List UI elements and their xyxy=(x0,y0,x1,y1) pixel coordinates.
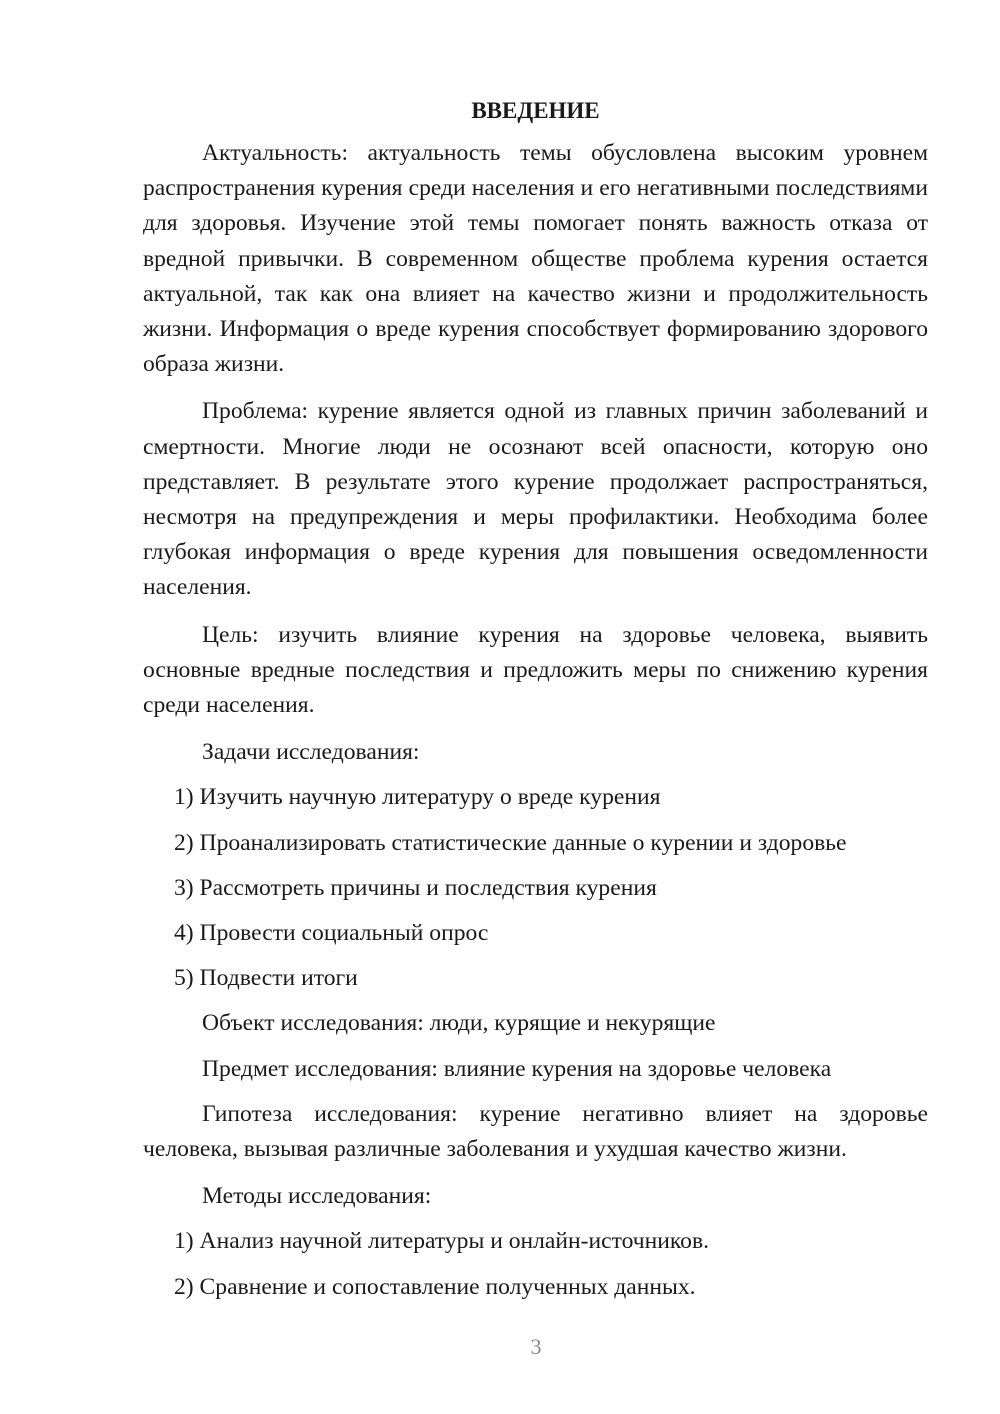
method-item-2: 2) Сравнение и сопоставление полученных данных. xyxy=(174,1273,696,1300)
methods-heading: Методы исследования: xyxy=(202,1183,432,1210)
task-item-1: 1) Изучить научную литературу о вреде курения xyxy=(174,784,661,811)
problem-paragraph: Проблема: курение является одной из главных причин заболеваний и смертности. Многие люди не осознают всей опасности, которую оно представляет. В результате этого курение продолжает распространяться, несмотря на предупреждения и меры профилактики. Необходима более глубокая информация о вреде курения для повышения осведомленности населения. xyxy=(143,398,928,601)
goal-paragraph: Цель: изучить влияние курения на здоровье человека, выявить основные вредные последствия и предложить меры по снижению курения среди населения. xyxy=(143,621,928,719)
task-item-2: 2) Проанализировать статистические данные о курении и здоровье xyxy=(174,829,847,856)
method-item-1: 1) Анализ научной литературы и онлайн-источников. xyxy=(174,1228,710,1255)
task-item-5: 5) Подвести итоги xyxy=(174,965,358,992)
page-content xyxy=(143,94,928,1315)
page-title: ВВЕДЕНИЕ xyxy=(471,98,600,123)
research-object: Объект исследования: люди, курящие и некурящие xyxy=(202,1010,716,1037)
tasks-heading: Задачи исследования: xyxy=(202,739,420,766)
task-item-3: 3) Рассмотреть причины и последствия курения xyxy=(174,874,657,901)
task-item-4: 4) Провести социальный опрос xyxy=(174,920,489,947)
page-number: 3 xyxy=(530,1334,542,1359)
hypothesis-paragraph: Гипотеза исследования: курение негативно влияет на здоровье человека, вызывая различные заболевания и ухудшая качество жизни. xyxy=(143,1100,928,1163)
research-subject: Предмет исследования: влияние курения на здоровье человека xyxy=(202,1055,832,1082)
relevance-paragraph: Актуальность: актуальность темы обусловлена высоким уровнем распространения курения среди населения и его негативными последствиями для здоровья. Изучение этой темы помогает понять важность отказа от вредной привычки. В современном обществе проблема курения остается актуальной, так как она влияет на качество жизни и продолжительность жизни. Информация о вреде курения способствует формированию здорового образа жизни. xyxy=(143,140,928,378)
